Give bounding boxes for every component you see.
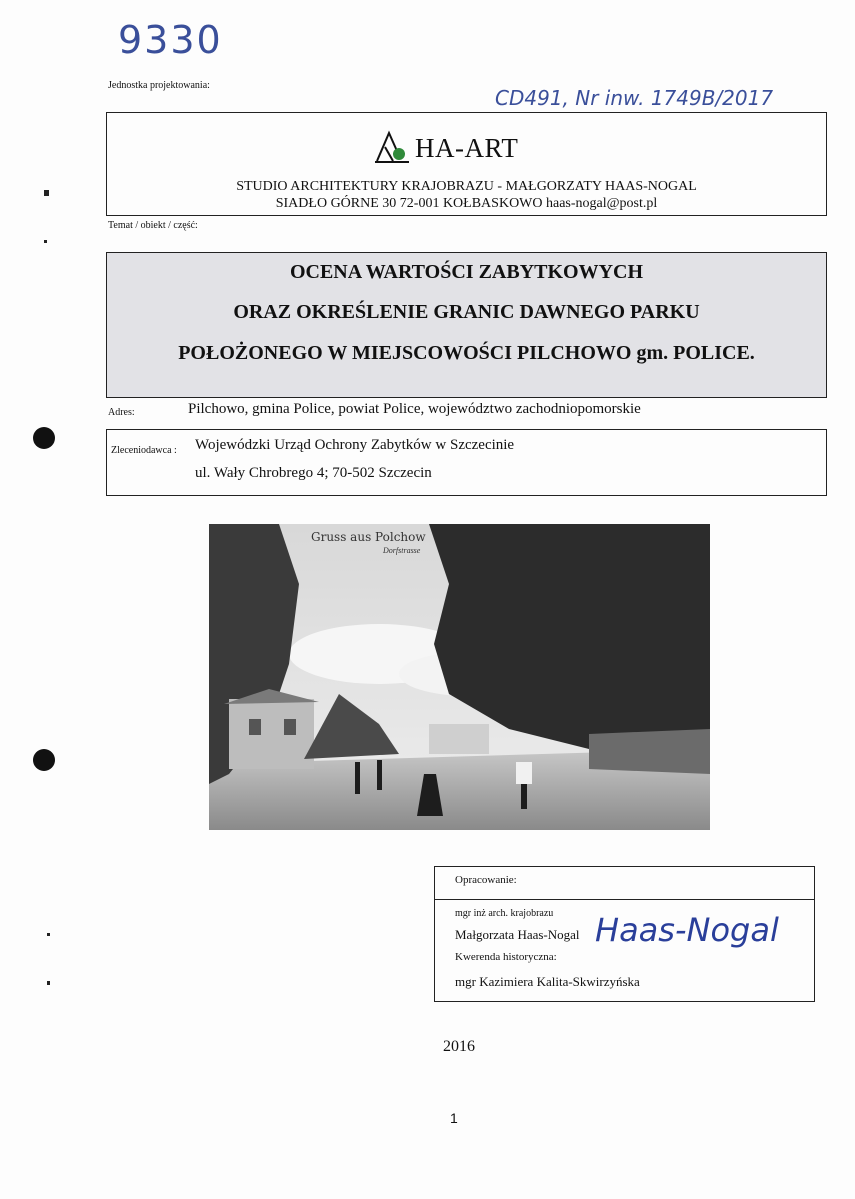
client-name: Wojewódzki Urząd Ochrony Zabytków w Szczecinie [195,437,515,453]
title-box [106,252,827,398]
topic-label: Temat / obiekt / część: [108,220,198,231]
researcher-name: mgr Kazimiera Kalita-Skwirzyńska [455,974,640,989]
logo-text: HA-ART [415,133,519,163]
title-line-3: POŁOŻONEGO W MIEJSCOWOŚCI PILCHOWO gm. POLICE. [178,342,755,364]
prepared-divider [435,899,814,900]
binder-hole-top [33,427,55,449]
client-label: Zleceniodawca : [111,445,177,456]
author-title: mgr inż arch. krajobrazu [455,908,554,919]
scan-speck [44,240,47,243]
logo [373,125,573,165]
address-value: Pilchowo, gmina Police, powiat Police, województwo zachodniopomorskie [188,401,641,417]
studio-header-box [106,112,827,216]
binder-hole-bottom [33,749,55,771]
research-label: Kwerenda historyczna: [455,951,557,963]
prepared-by-box [434,866,815,1002]
scan-speck [44,190,49,196]
signature: Haas-Nogal [595,911,779,949]
document-year: 2016 [443,1038,475,1055]
prepared-label: Opracowanie: [455,874,517,886]
page-number: 1 [450,1110,458,1126]
unit-label: Jednostka projektowania: [108,80,210,91]
postcard-caption: Gruss aus Polchow [311,530,426,544]
author-name: Małgorzata Haas-Nogal [455,927,580,942]
studio-address: SIADŁO GÓRNE 30 72-001 KOŁBASKOWO haas-nogal@post.pl [275,196,658,211]
title-line-2: ORAZ OKREŚLENIE GRANIC DAWNEGO PARKU [233,301,700,323]
scan-speck [47,933,50,936]
studio-name: STUDIO ARCHITEKTURY KRAJOBRAZU - MAŁGORZATY HAAS-NOGAL [236,179,697,194]
postcard-photo [209,524,710,830]
client-box [106,429,827,496]
scan-speck [47,981,50,985]
title-line-1: OCENA WARTOŚCI ZABYTKOWYCH [289,261,644,283]
handwritten-reference: CD491, Nr inw. 1749B/2017 [495,86,774,110]
tree-logo-icon [373,125,413,165]
address-label: Adres: [108,407,135,418]
client-address: ul. Wały Chrobrego 4; 70-502 Szczecin [195,465,432,481]
postcard-subcaption: Dorfstrasse [383,546,421,555]
handwritten-number: 9330 [118,18,223,62]
